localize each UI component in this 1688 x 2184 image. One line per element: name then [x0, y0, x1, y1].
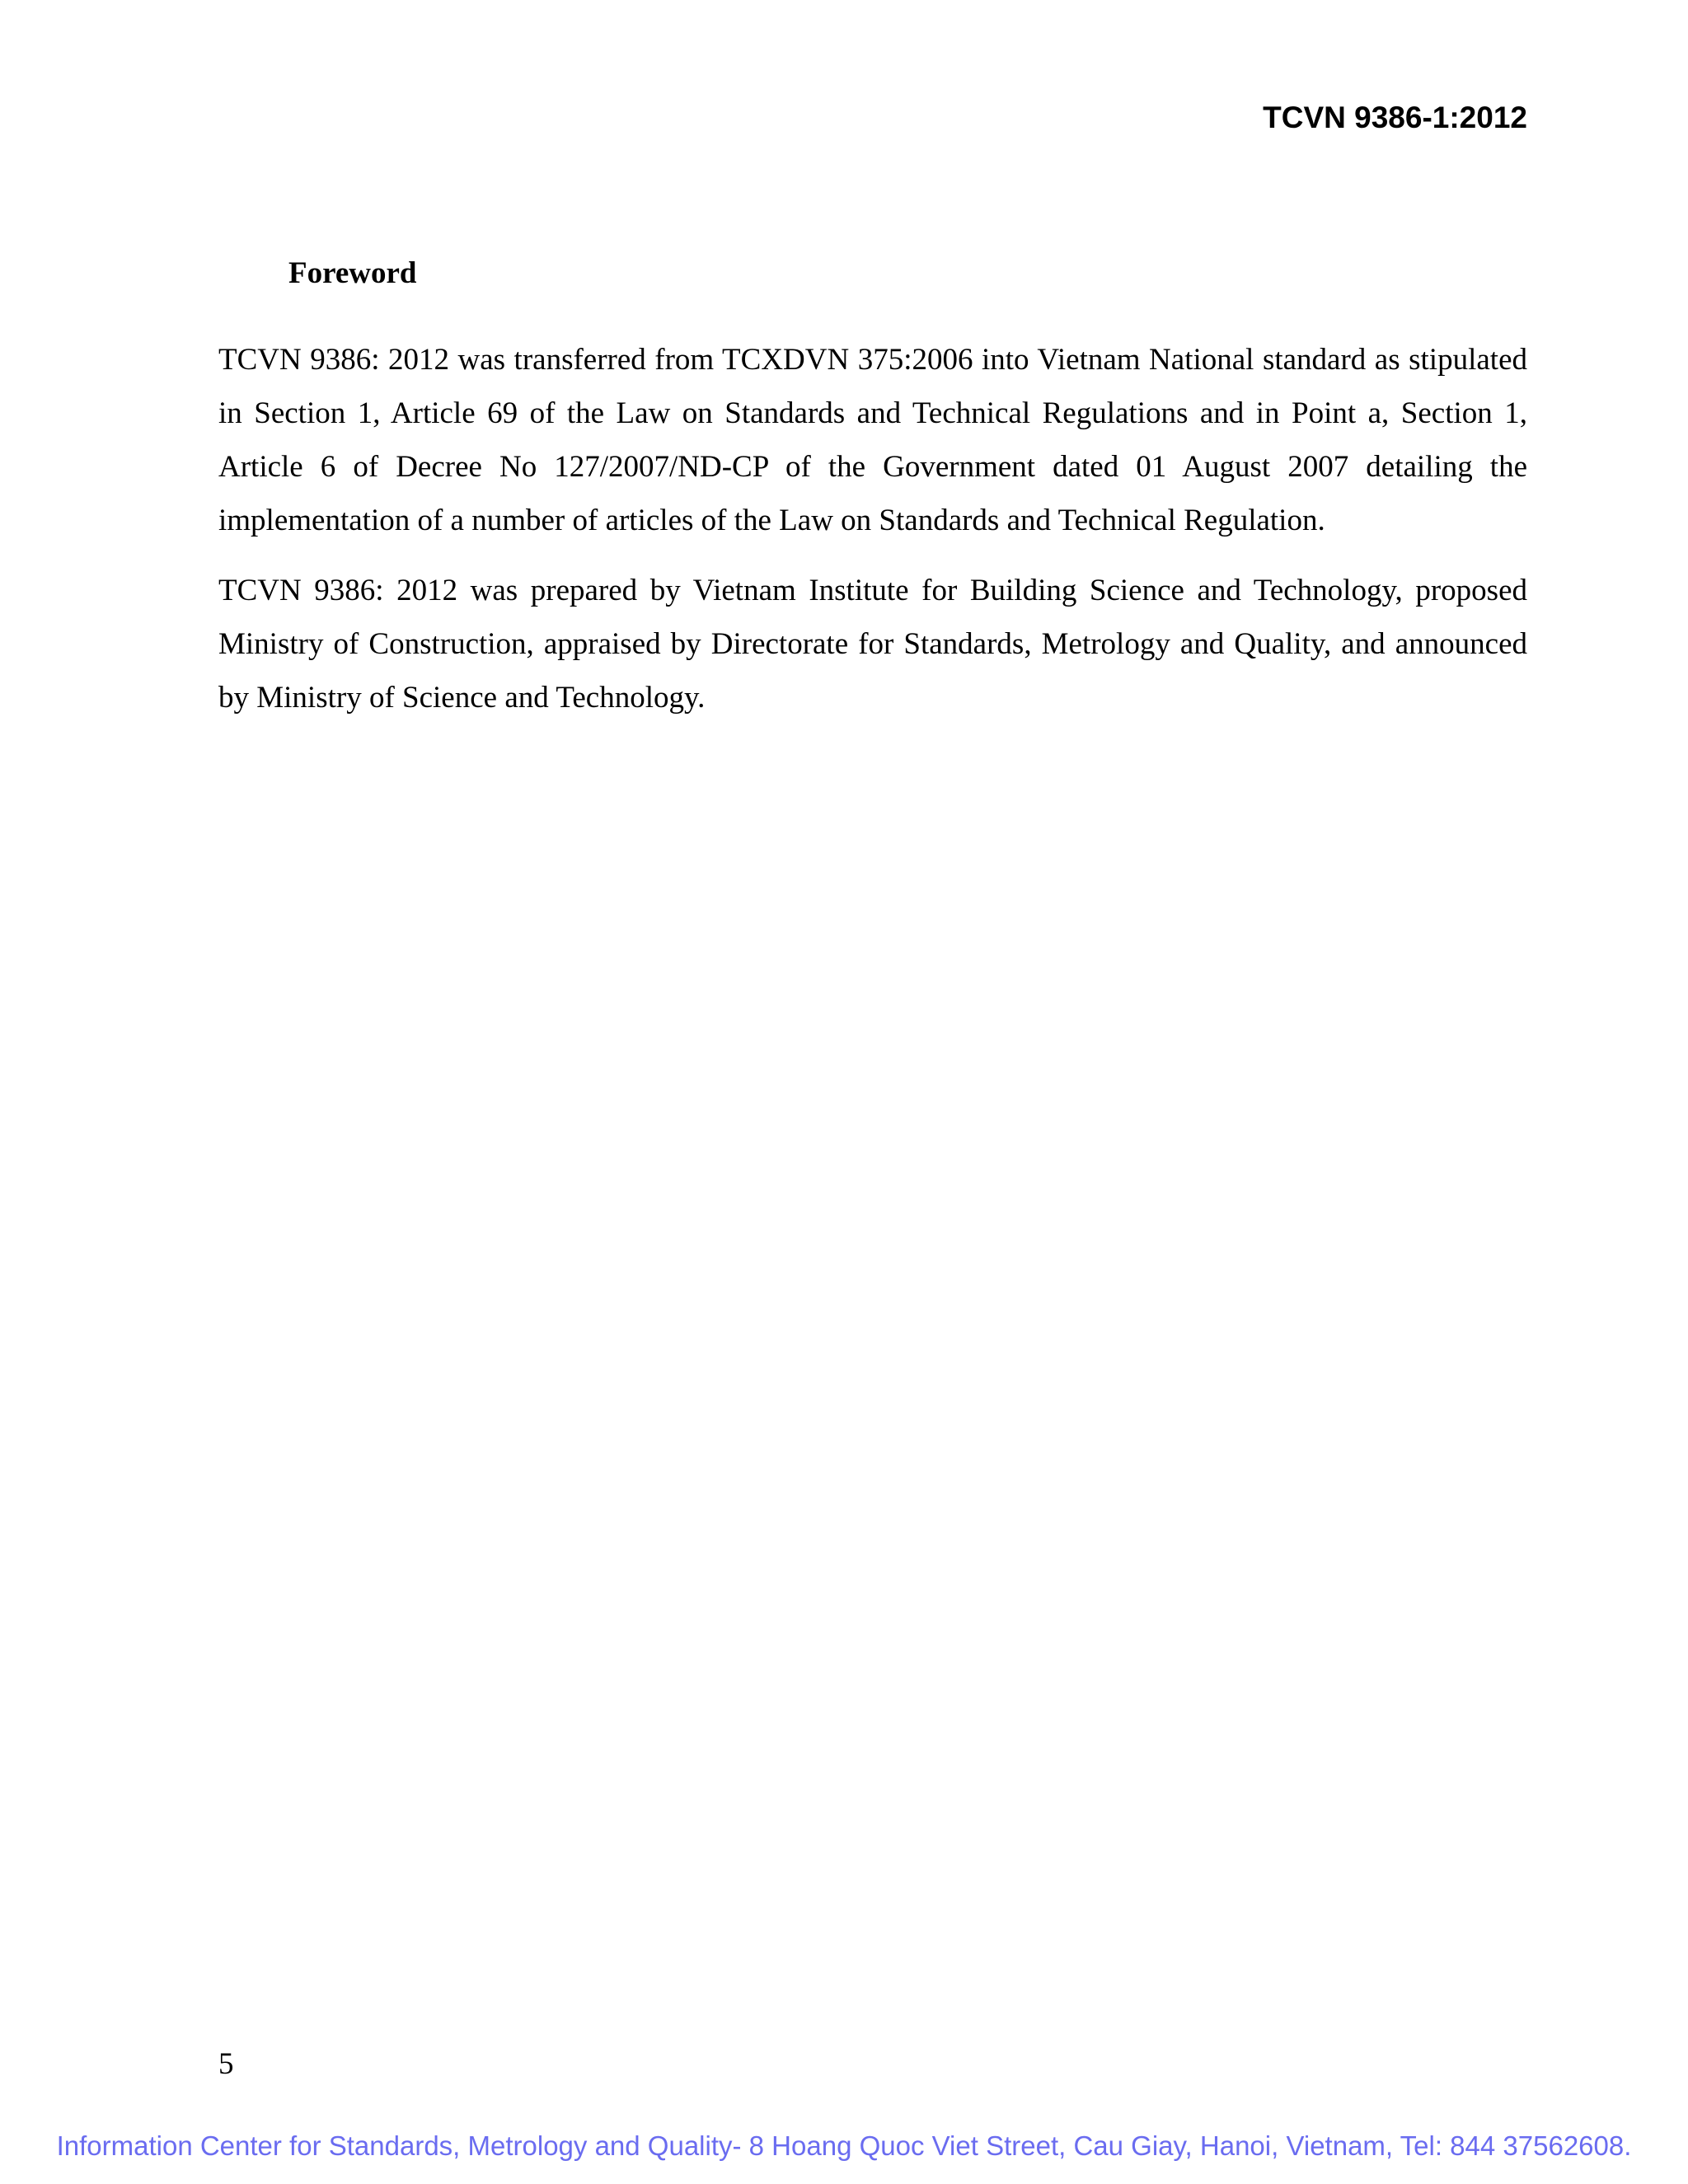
foreword-paragraph-2: TCVN 9386: 2012 was prepared by Vietnam Institute for Building Science and Technology, proposed Ministry of Construction, appraised by Directorate for Standards, Metrology and Quality, and announced by Ministry of Science and Technology.	[218, 574, 1527, 715]
foreword-paragraph-1: TCVN 9386: 2012 was transferred from TCXDVN 375:2006 into Vietnam National standard as stipulated in Section 1, Article 69 of the Law on Standards and Technical Regulations and in Point a, Section 1, Article 6 of Decree No 127/2007/ND-CP of the Government dated 01 August 2007 detailing the implementation of a number of articles of the Law on Standards and Technical Regulation.	[218, 343, 1527, 537]
footer-contact-info: Information Center for Standards, Metrology and Quality- 8 Hoang Quoc Viet Street, Cau Giay, Hanoi, Vietnam, Tel: 844 37562608.	[56, 2130, 1632, 2161]
page-number: 5	[218, 2047, 234, 2081]
document-code-header: TCVN 9386-1:2012	[1263, 101, 1527, 134]
foreword-heading: Foreword	[288, 256, 417, 290]
